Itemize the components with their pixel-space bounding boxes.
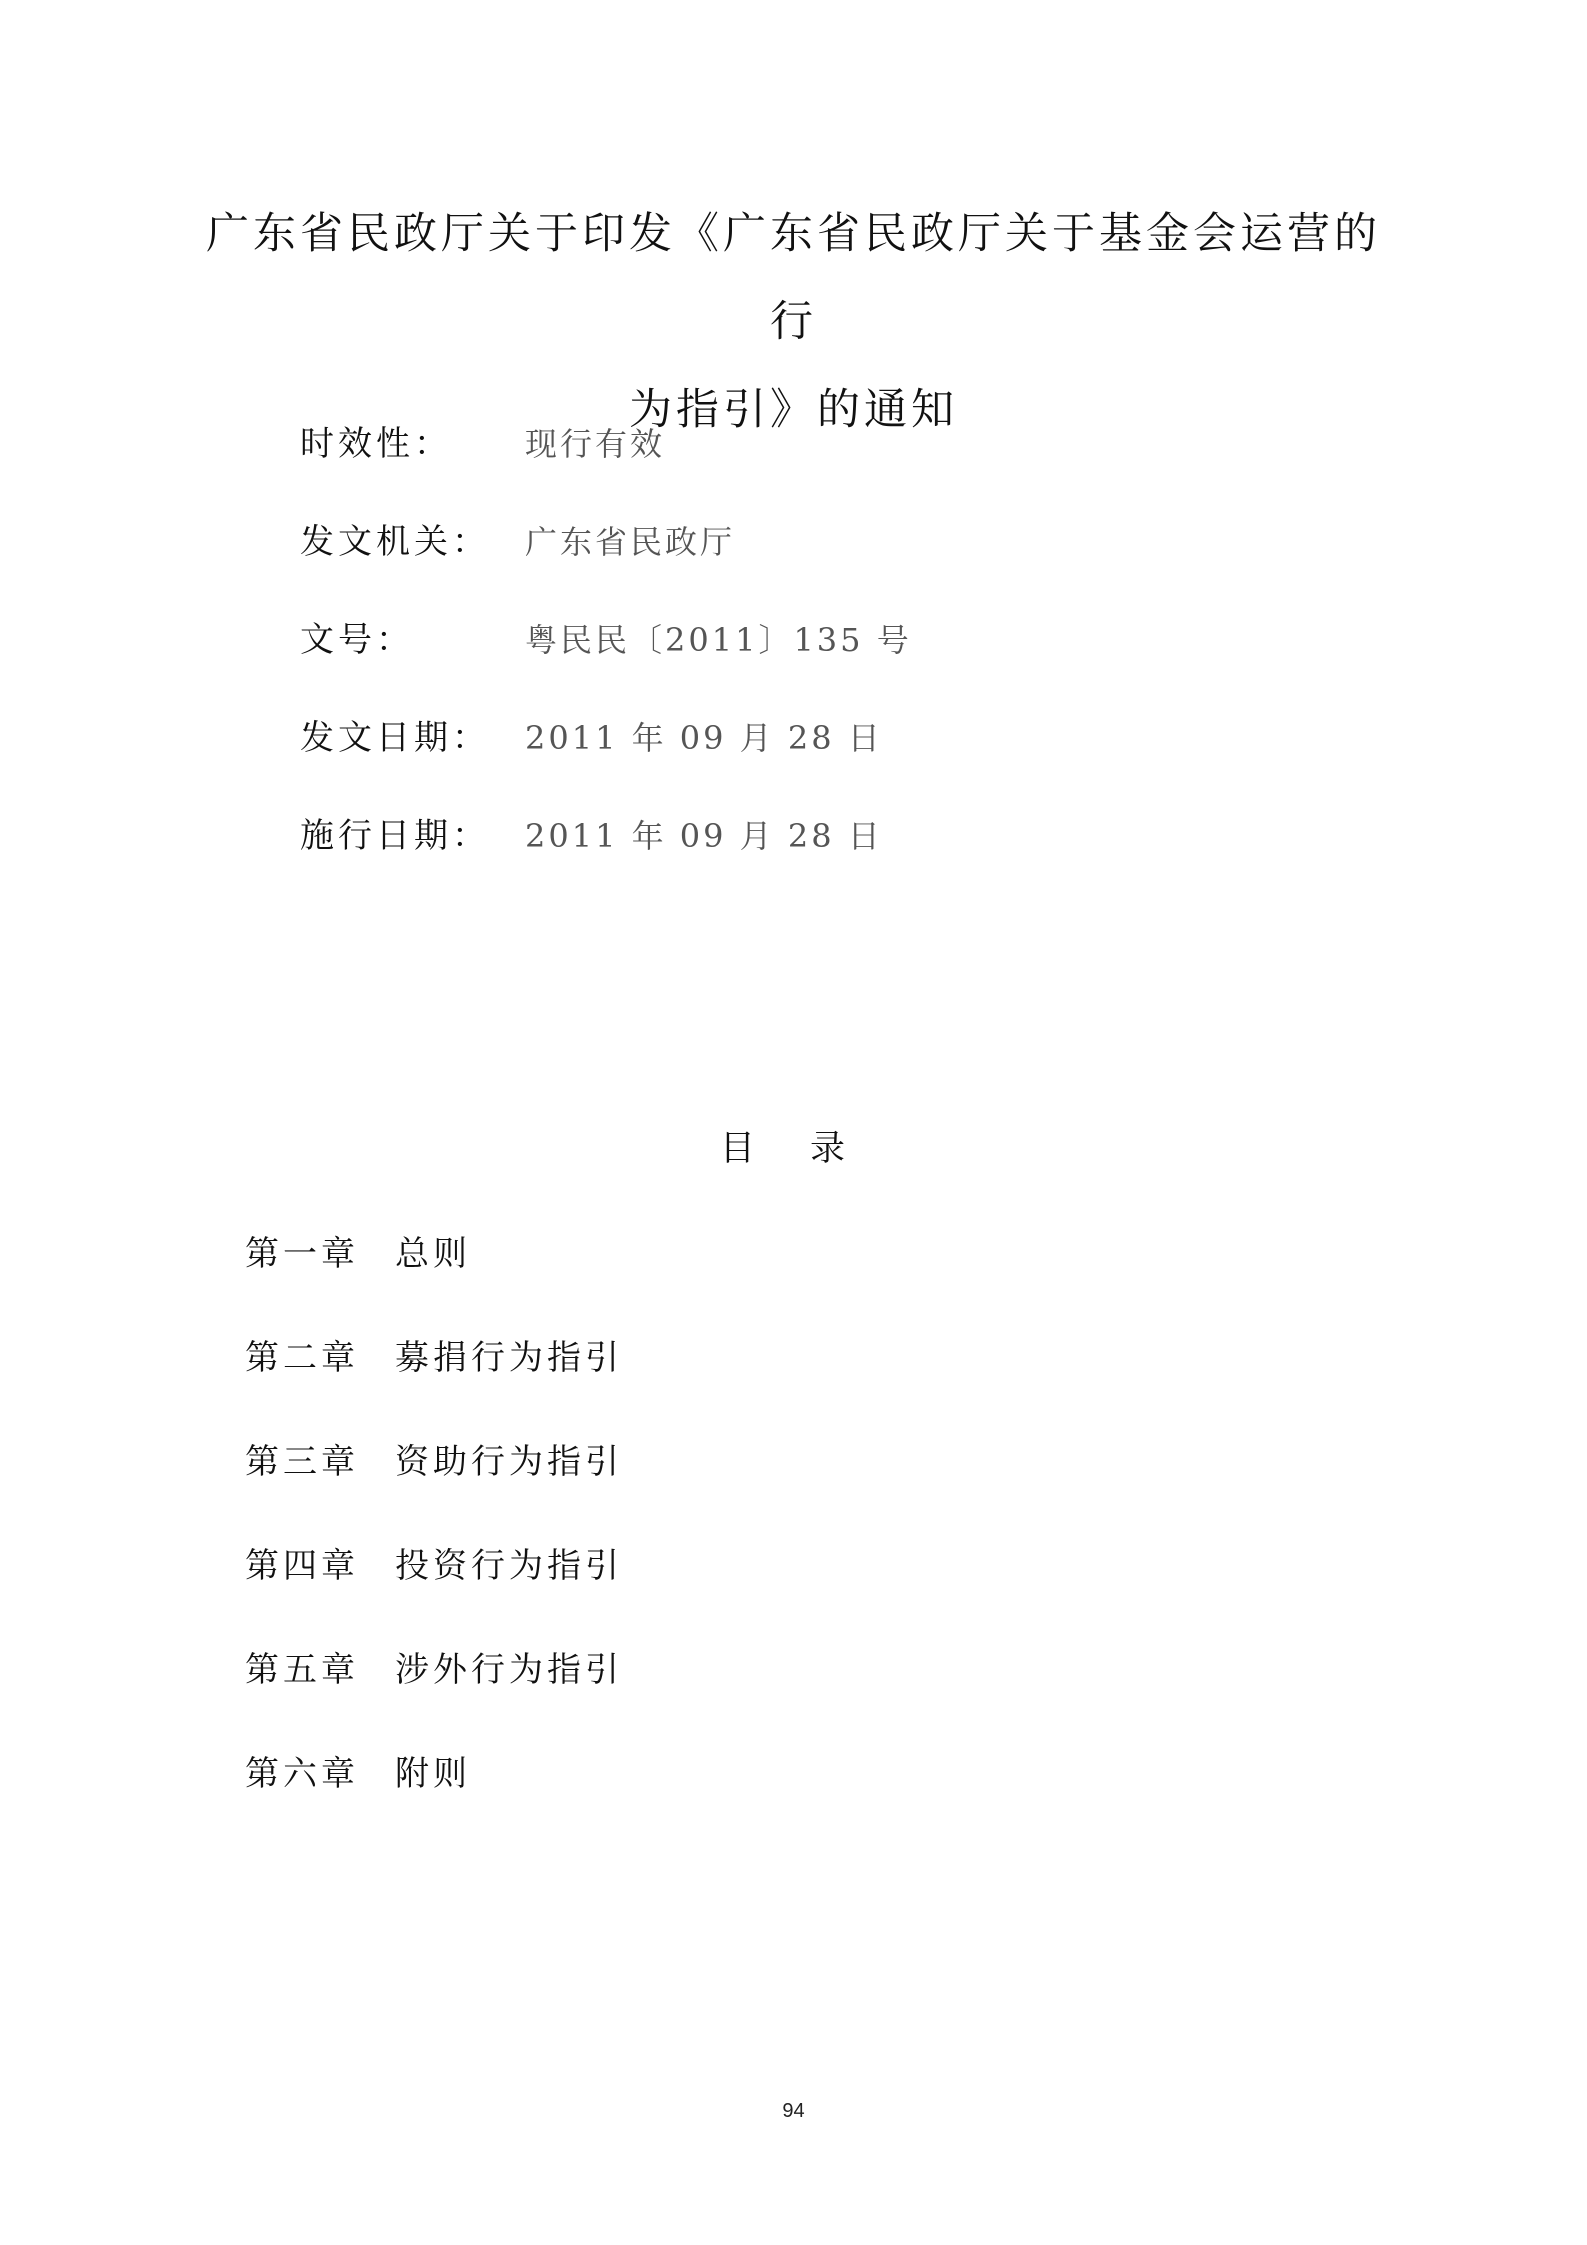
toc-chapter-number: 第二章 [245,1338,359,1378]
toc-chapter-title: 资助行为指引 [395,1442,623,1482]
toc-chapter-number: 第五章 [245,1650,359,1690]
page-number: 94 [782,2100,805,2122]
toc-chapter-title: 附则 [395,1754,471,1794]
toc-chapter-number: 第六章 [245,1754,359,1794]
title-line-1: 广东省民政厅关于印发《广东省民政厅关于基金会运营的行 [206,209,1381,347]
toc-heading: 目 录 [719,1129,868,1169]
meta-value: 2011 年 09 月 28 日 [525,719,883,757]
toc-chapter-title: 投资行为指引 [395,1546,623,1586]
meta-value: 粤民民〔2011〕135 号 [525,621,912,659]
toc-chapter-number: 第三章 [245,1442,359,1482]
meta-value: 广东省民政厅 [525,523,736,561]
toc-chapter-number: 第四章 [245,1546,359,1586]
meta-label: 文号： [300,620,414,660]
meta-value: 2011 年 09 月 28 日 [525,817,883,855]
toc-chapter-number: 第一章 [245,1234,359,1274]
meta-label: 发文日期： [300,718,490,758]
meta-label: 发文机关： [300,522,490,562]
meta-label: 时效性： [300,424,452,464]
document-title [200,190,1387,454]
meta-label: 施行日期： [300,816,490,856]
meta-value: 现行有效 [525,425,666,463]
title-line-2: 为指引》的通知 [629,385,958,435]
toc-chapter-title: 涉外行为指引 [395,1650,623,1690]
toc-chapter-title: 募捐行为指引 [395,1338,623,1378]
toc-chapter-title: 总则 [395,1234,471,1274]
